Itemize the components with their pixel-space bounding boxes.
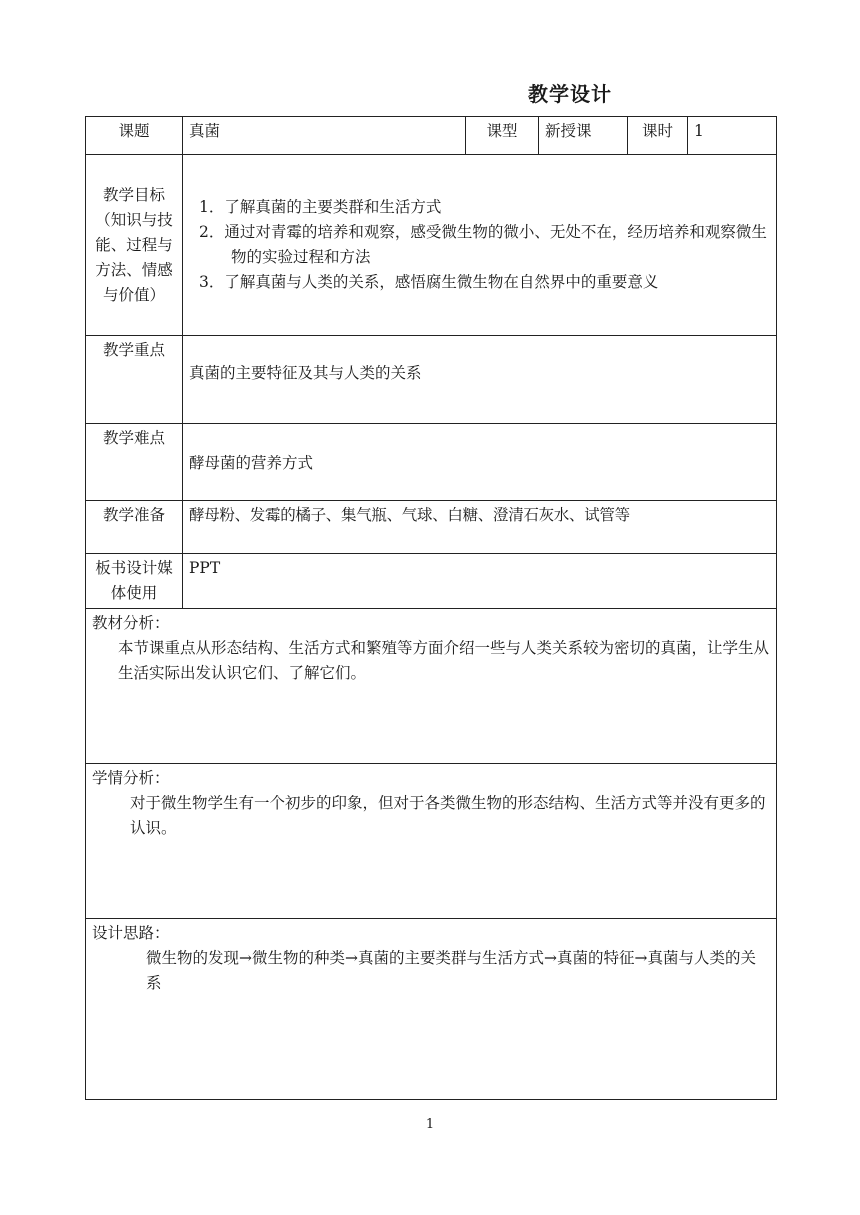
material-analysis-row (86, 609, 777, 764)
type-value: 新授课 (539, 117, 628, 155)
student-analysis-cell (86, 764, 777, 919)
student-analysis-body: 对于微生物学生有一个初步的印象，但对于各类微生物的形态结构、生活方式等并没有更多的认识。 (130, 794, 766, 837)
difficulties-row (86, 424, 777, 501)
objectives-row (86, 155, 777, 336)
objectives-list (183, 155, 777, 336)
design-idea-cell (86, 919, 777, 1100)
header-row (86, 117, 777, 155)
hours-label: 课时 (628, 117, 688, 155)
material-analysis-heading: 教材分析： (92, 614, 170, 632)
objective-item-3: 3．了解真菌与人类的关系，感悟腐生微生物在自然界中的重要意义 (199, 273, 659, 291)
topic-label: 课题 (86, 117, 183, 155)
preparation-row (86, 501, 777, 554)
difficulties-label: 教学难点 (86, 424, 183, 501)
board-value: PPT (183, 554, 777, 609)
design-idea-body: 微生物的发现→微生物的种类→真菌的主要类群与生活方式→真菌的特征→真菌与人类的关系 (146, 949, 756, 992)
board-label: 板书设计媒体使用 (86, 554, 183, 609)
board-row (86, 554, 777, 609)
student-analysis-heading: 学情分析： (92, 769, 170, 787)
page-number: 1 (425, 1117, 435, 1132)
design-idea-row (86, 919, 777, 1100)
objectives-label: 教学目标（知识与技能、过程与方法、情感与价值） (86, 155, 183, 336)
key-points-row (86, 336, 777, 424)
material-analysis-cell (86, 609, 777, 764)
preparation-value: 酵母粉、发霉的橘子、集气瓶、气球、白糖、澄清石灰水、试管等 (183, 501, 777, 554)
key-points-value: 真菌的主要特征及其与人类的关系 (183, 336, 777, 424)
student-analysis-row (86, 764, 777, 919)
objective-item-2: 2．通过对青霉的培养和观察，感受微生物的微小、无处不在，经历培养和观察微生物的实验过程和方法 (199, 223, 767, 266)
key-points-label: 教学重点 (86, 336, 183, 424)
topic-value: 真菌 (183, 117, 466, 155)
hours-value: 1 (688, 117, 777, 155)
preparation-label: 教学准备 (86, 501, 183, 554)
design-idea-heading: 设计思路： (92, 924, 170, 942)
type-label: 课型 (466, 117, 539, 155)
objective-item-1: 1．了解真菌的主要类群和生活方式 (199, 198, 442, 216)
material-analysis-body: 本节课重点从形态结构、生活方式和繁殖等方面介绍一些与人类关系较为密切的真菌，让学生从生活实际出发认识它们、了解它们。 (118, 639, 770, 682)
document-title: 教学设计 (528, 82, 612, 106)
difficulties-value: 酵母菌的营养方式 (183, 424, 777, 501)
lesson-plan-table (85, 116, 777, 1100)
